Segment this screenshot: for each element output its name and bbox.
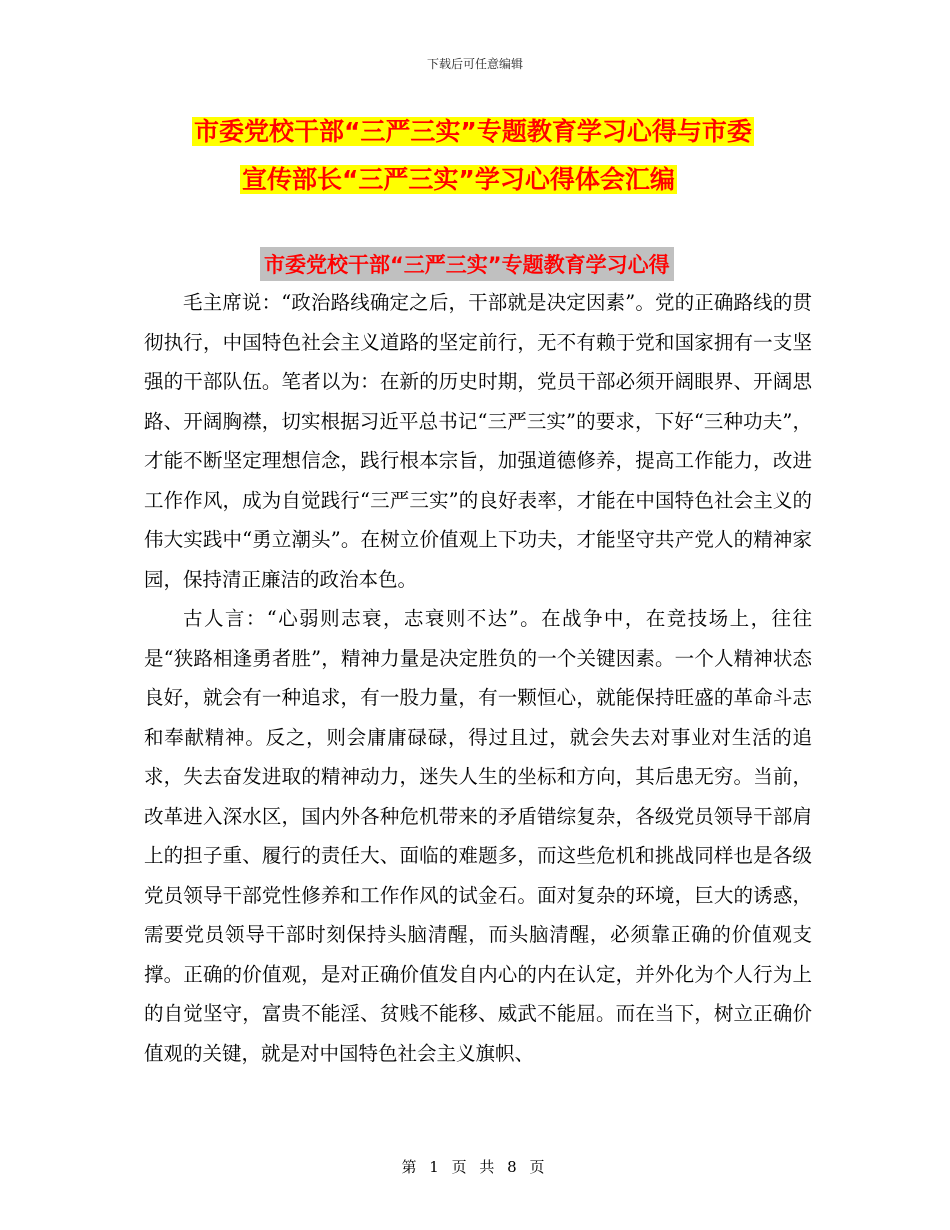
document-title-line-2	[240, 156, 810, 204]
page-number: 第 1 页 共 8 页	[401, 1158, 549, 1176]
document-title	[150, 108, 810, 204]
document-title-line-1	[192, 108, 810, 156]
paragraph-1: 毛主席说：“政治路线确定之后，干部就是决定因素”。党的正确路线的贯彻执行，中国特色社会主义道路的坚定前行，无不有赖于党和国家拥有一支坚强的干部队伍。笔者以为：在新的历史时期，党员干部必须开阔眼界、开阔思路、开阔胸襟，切实根据习近平总书记“三严三实”的要求，下好“三种功夫”，才能不断坚定理想信念，践行根本宗旨，加强道德修养，提高工作能力，改进工作作风，成为自觉践行“三严三实”的良好表率，才能在中国特色社会主义的伟大实践中“勇立潮头”。在树立价值观上下功夫，才能坚守共产党人的精神家园，保持清正廉洁的政治本色。	[144, 291, 812, 591]
title-line-2-text: 宣传部长“三严三实”学习心得体会汇编	[242, 165, 675, 194]
section-heading: 市委党校干部“三严三实”专题教育学习心得	[260, 247, 674, 281]
title-line-1-text: 市委党校干部“三严三实”专题教育学习心得与市委	[194, 117, 752, 146]
page-header-note: 下载后可任意编辑	[426, 57, 523, 71]
paragraph-2: 古人言：“心弱则志衰，志衰则不达”。在战争中，在竞技场上，往往是“狭路相逢勇者胜”，精神力量是决定胜负的一个关键因素。一个人精神状态良好，就会有一种追求，有一股力量，有一颗恒心，就能保持旺盛的革命斗志和奉献精神。反之，则会庸庸碌碌，得过且过，就会失去对事业对生活的追求，失去奋发进取的精神动力，迷失人生的坐标和方向，其后患无穷。当前，改革进入深水区，国内外各种危机带来的矛盾错综复杂，各级党员领导干部肩上的担子重、履行的责任大、面临的难题多，而这些危机和挑战同样也是各级党员领导干部党性修养和工作作风的试金石。面对复杂的环境，巨大的诱惑，需要党员领导干部时刻保持头脑清醒，而头脑清醒，必须靠正确的价值观支撑。正确的价值观，是对正确价值发自内心的内在认定，并外化为个人行为上的自觉坚守，富贵不能淫、贫贱不能移、威武不能屈。而在当下，树立正确价值观的关键，就是对中国特色社会主义旗帜、	[144, 607, 812, 1065]
body-text	[144, 283, 812, 1073]
